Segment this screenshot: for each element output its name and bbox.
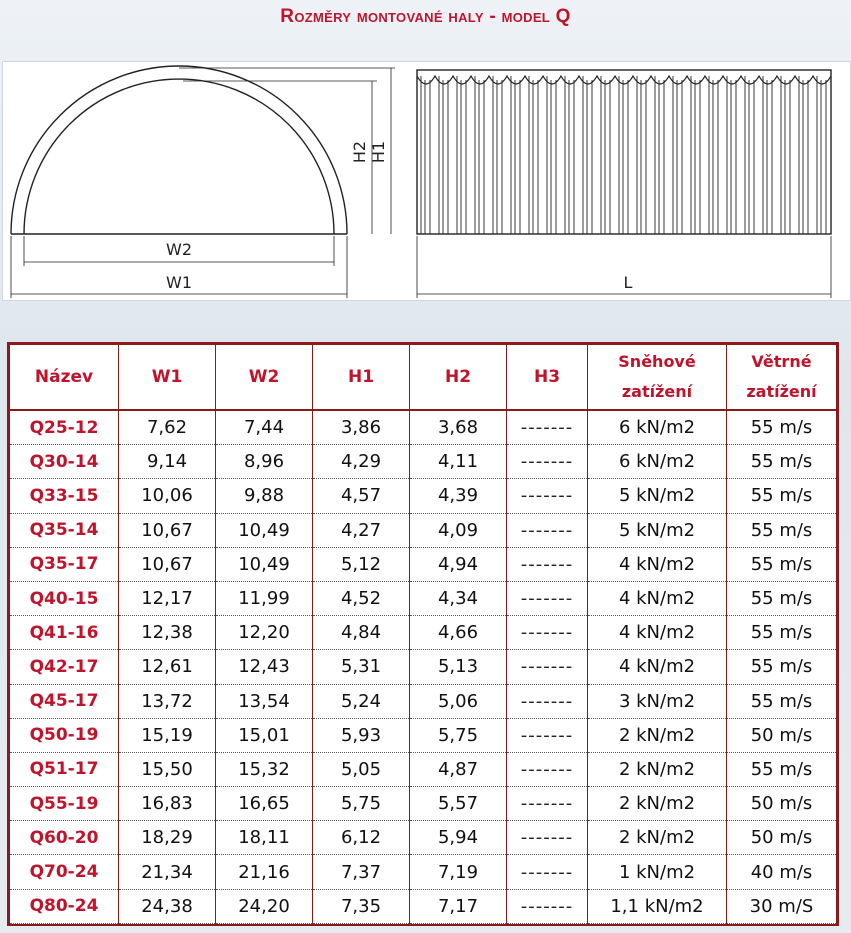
cell-h1: 4,57 [313,479,410,513]
cell-h3: ------- [507,889,588,923]
cell-h2: 4,09 [410,513,507,547]
cell-h2: 5,06 [410,684,507,718]
table-row [10,581,837,615]
cell-w2: 13,54 [216,684,313,718]
header-h1: H1 [313,345,410,411]
l-label: L [623,273,633,292]
cell-snow-load: 1 kN/m2 [588,855,727,889]
cell-h2: 7,19 [410,855,507,889]
cell-w1: 12,38 [119,616,216,650]
cell-h3: ------- [507,718,588,752]
corrugation-lines [421,76,826,234]
cell-h3: ------- [507,855,588,889]
cell-w1: 12,17 [119,581,216,615]
table-body [10,410,837,924]
cell-snow-load: 5 kN/m2 [588,479,727,513]
table-row [10,479,837,513]
cell-w1: 13,72 [119,684,216,718]
cell-name: Q45-17 [10,684,119,718]
cell-w1: 24,38 [119,889,216,923]
w1-label: W1 [166,273,192,292]
table-row [10,787,837,821]
cell-h2: 4,94 [410,547,507,581]
page-title: Rozměry montované haly - model Q [280,6,571,27]
table-row [10,650,837,684]
cell-w1: 15,19 [119,718,216,752]
table-row [10,752,837,786]
cell-h2: 4,87 [410,752,507,786]
cell-w2: 9,88 [216,479,313,513]
cell-wind-load: 55 m/s [727,513,837,547]
cell-h3: ------- [507,410,588,445]
cell-h3: ------- [507,787,588,821]
cell-h1: 5,05 [313,752,410,786]
cell-h1: 4,52 [313,581,410,615]
cell-name: Q35-17 [10,547,119,581]
cell-w2: 7,44 [216,410,313,445]
header-name: Název [10,345,119,411]
table-row [10,684,837,718]
cell-name: Q40-15 [10,581,119,615]
cell-w2: 15,01 [216,718,313,752]
table-row [10,855,837,889]
cell-name: Q30-14 [10,445,119,479]
header-snow-line1: Sněhové [618,352,696,371]
cell-snow-load: 6 kN/m2 [588,445,727,479]
cell-h1: 5,75 [313,787,410,821]
cell-w2: 10,49 [216,547,313,581]
cell-h2: 4,34 [410,581,507,615]
cell-w1: 15,50 [119,752,216,786]
cell-h1: 5,31 [313,650,410,684]
cell-h2: 7,17 [410,889,507,923]
dimensions-table [9,344,837,924]
table-header-row [10,345,837,411]
cell-wind-load: 55 m/s [727,581,837,615]
table-row [10,616,837,650]
cell-wind-load: 30 m/S [727,889,837,923]
cell-wind-load: 55 m/s [727,684,837,718]
cell-h3: ------- [507,684,588,718]
cell-h3: ------- [507,581,588,615]
cell-wind-load: 55 m/s [727,616,837,650]
cell-w1: 7,62 [119,410,216,445]
cell-h1: 7,35 [313,889,410,923]
cell-w2: 18,11 [216,821,313,855]
dimensions-table-wrapper [7,342,839,926]
cell-snow-load: 4 kN/m2 [588,616,727,650]
arch-inner [24,79,334,234]
cell-h2: 3,68 [410,410,507,445]
table-row [10,445,837,479]
header-snow-load [588,345,727,411]
cell-h1: 4,29 [313,445,410,479]
cell-wind-load: 55 m/s [727,445,837,479]
header-snow-line2: zatížení [621,382,693,401]
cell-h3: ------- [507,513,588,547]
cell-snow-load: 3 kN/m2 [588,684,727,718]
w2-label: W2 [166,240,192,259]
cell-h3: ------- [507,752,588,786]
cell-name: Q50-19 [10,718,119,752]
cell-snow-load: 2 kN/m2 [588,718,727,752]
cell-snow-load: 2 kN/m2 [588,752,727,786]
arch-outer [11,66,347,234]
cell-h2: 4,39 [410,479,507,513]
header-w2: W2 [216,345,313,411]
cell-wind-load: 50 m/s [727,821,837,855]
table-row [10,821,837,855]
cell-h1: 5,24 [313,684,410,718]
table-row [10,410,837,445]
header-w1: W1 [119,345,216,411]
cell-snow-load: 4 kN/m2 [588,581,727,615]
cell-w2: 12,43 [216,650,313,684]
cell-wind-load: 40 m/s [727,855,837,889]
cell-h2: 5,75 [410,718,507,752]
cell-w2: 24,20 [216,889,313,923]
cell-h2: 4,66 [410,616,507,650]
cell-h3: ------- [507,445,588,479]
h1-label: H1 [369,140,388,164]
cell-wind-load: 55 m/s [727,547,837,581]
cell-wind-load: 50 m/s [727,718,837,752]
cell-w2: 21,16 [216,855,313,889]
hall-dimension-drawing [2,61,851,301]
cell-snow-load: 2 kN/m2 [588,787,727,821]
cell-h3: ------- [507,479,588,513]
cell-h2: 4,11 [410,445,507,479]
header-wind-line2: zatížení [746,382,817,401]
cell-h2: 5,13 [410,650,507,684]
header-h2: H2 [410,345,507,411]
h2-label: H2 [350,140,369,164]
table-row [10,513,837,547]
header-wind-load [727,345,837,411]
cell-h1: 5,12 [313,547,410,581]
header-wind-line1: Větrné [751,352,812,371]
cell-w2: 11,99 [216,581,313,615]
cell-w1: 10,06 [119,479,216,513]
cell-name: Q70-24 [10,855,119,889]
cell-h1: 6,12 [313,821,410,855]
cell-snow-load: 6 kN/m2 [588,410,727,445]
cell-wind-load: 55 m/s [727,752,837,786]
cell-w1: 12,61 [119,650,216,684]
table-row [10,718,837,752]
cell-snow-load: 4 kN/m2 [588,650,727,684]
cell-h3: ------- [507,821,588,855]
cell-w2: 16,65 [216,787,313,821]
cell-wind-load: 55 m/s [727,479,837,513]
cell-name: Q55-19 [10,787,119,821]
cell-h1: 7,37 [313,855,410,889]
cell-name: Q33-15 [10,479,119,513]
header-h3: H3 [507,345,588,411]
cell-w2: 8,96 [216,445,313,479]
cell-w1: 10,67 [119,513,216,547]
cell-snow-load: 2 kN/m2 [588,821,727,855]
hall-dimension-svg [3,62,850,300]
cell-w2: 10,49 [216,513,313,547]
cell-h1: 3,86 [313,410,410,445]
cell-h3: ------- [507,616,588,650]
cell-h3: ------- [507,547,588,581]
cell-name: Q51-17 [10,752,119,786]
cell-w1: 10,67 [119,547,216,581]
cell-wind-load: 50 m/s [727,787,837,821]
cell-h1: 4,27 [313,513,410,547]
cell-h1: 4,84 [313,616,410,650]
cell-w1: 21,34 [119,855,216,889]
cell-h1: 5,93 [313,718,410,752]
table-row [10,547,837,581]
cell-snow-load: 5 kN/m2 [588,513,727,547]
cell-snow-load: 1,1 kN/m2 [588,889,727,923]
cell-name: Q41-16 [10,616,119,650]
cell-snow-load: 4 kN/m2 [588,547,727,581]
cell-name: Q80-24 [10,889,119,923]
cell-w1: 18,29 [119,821,216,855]
cell-h2: 5,57 [410,787,507,821]
cell-name: Q42-17 [10,650,119,684]
front-view [11,66,395,298]
cell-w2: 15,32 [216,752,313,786]
cell-h3: ------- [507,650,588,684]
cell-name: Q35-14 [10,513,119,547]
cell-w1: 9,14 [119,445,216,479]
cell-name: Q25-12 [10,410,119,445]
table-row [10,889,837,923]
cell-w2: 12,20 [216,616,313,650]
cell-wind-load: 55 m/s [727,650,837,684]
cell-wind-load: 55 m/s [727,410,837,445]
cell-h2: 5,94 [410,821,507,855]
cell-w1: 16,83 [119,787,216,821]
side-view [417,70,831,298]
cell-name: Q60-20 [10,821,119,855]
